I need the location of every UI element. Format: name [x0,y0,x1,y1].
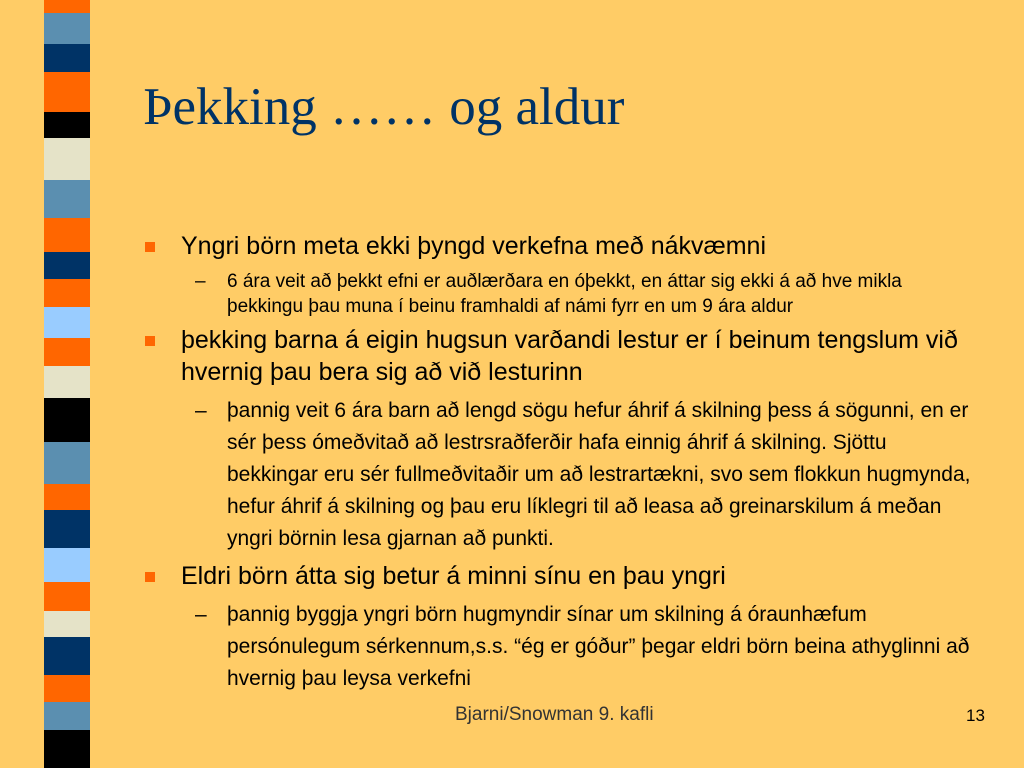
stripe-segment [44,13,90,43]
sub-bullet-text: 6 ára veit að þekkt efni er auðlærðara en óþekkt, en áttar sig ekki á að hve mikla þekkingu þau muna í beinu framhaldi af námi fyrr en um 9 ára aldur [227,271,902,317]
stripe-segment [44,112,90,139]
stripe-segment [44,442,90,484]
stripe-segment [44,582,90,610]
footer-text: Bjarni/Snowman 9. kafli [455,704,654,725]
slide-title: Þekking …… og aldur [143,78,625,136]
stripe-segment [44,484,90,511]
stripe-segment [44,637,90,675]
sub-bullet-item [143,395,983,555]
bullet-square-icon [145,242,155,252]
stripe-segment [44,180,90,218]
stripe-segment [44,44,90,72]
stripe-segment [44,702,90,730]
stripe-segment [44,307,90,337]
stripe-segment [44,510,90,548]
bullet-item [143,230,983,262]
dash-icon: – [195,399,207,422]
stripe-segment [44,730,90,768]
stripe-segment [44,0,90,13]
stripe-segment [44,279,90,307]
sub-bullet-item [143,599,983,695]
dash-icon: – [195,271,206,292]
decorative-stripe [44,0,90,768]
stripe-segment [44,548,90,582]
bullet-item [143,324,983,388]
sub-bullet-text: þannig byggja yngri börn hugmyndir sínar um skilning á óraunhæfum persónulegum sérkennum,s.s. “ég er góður” þegar eldri börn beina athyglinni að hvernig þau leysa verkefni [227,603,970,690]
stripe-segment [44,366,90,398]
stripe-segment [44,218,90,252]
bullet-text: Eldri börn átta sig betur á minni sínu en þau yngri [181,562,726,590]
bullet-square-icon [145,336,155,346]
sub-bullet-item [143,269,983,319]
stripe-segment [44,675,90,702]
sub-bullet-text: þannig veit 6 ára barn að lengd sögu hefur áhrif á skilning þess á sögunni, en er sér þess ómeðvitað að lestrsraðferðir hafa einnig áhrif á skilning. Sjöttu bekkingar eru sér fullmeðvitaðir um að lestrartækni, svo sem flokkun hugmynda, hefur áhrif á skilning og þau eru líklegri til að leasa að greinarskilum á meðan yngri börnin lesa gjarnan að punkti. [227,399,971,550]
stripe-segment [44,72,90,112]
stripe-segment [44,138,90,180]
dash-icon: – [195,603,207,626]
stripe-segment [44,338,90,366]
bullet-text: Yngri börn meta ekki þyngd verkefna með nákvæmni [181,232,767,260]
stripe-segment [44,611,90,638]
bullet-square-icon [145,572,155,582]
bullet-text: þekking barna á eigin hugsun varðandi lestur er í beinum tengslum við hvernig þau bera sig að við lesturinn [181,326,958,386]
stripe-segment [44,252,90,279]
page-number: 13 [966,706,985,725]
bullet-item [143,560,983,592]
stripe-segment [44,398,90,442]
slide-body [143,230,983,700]
